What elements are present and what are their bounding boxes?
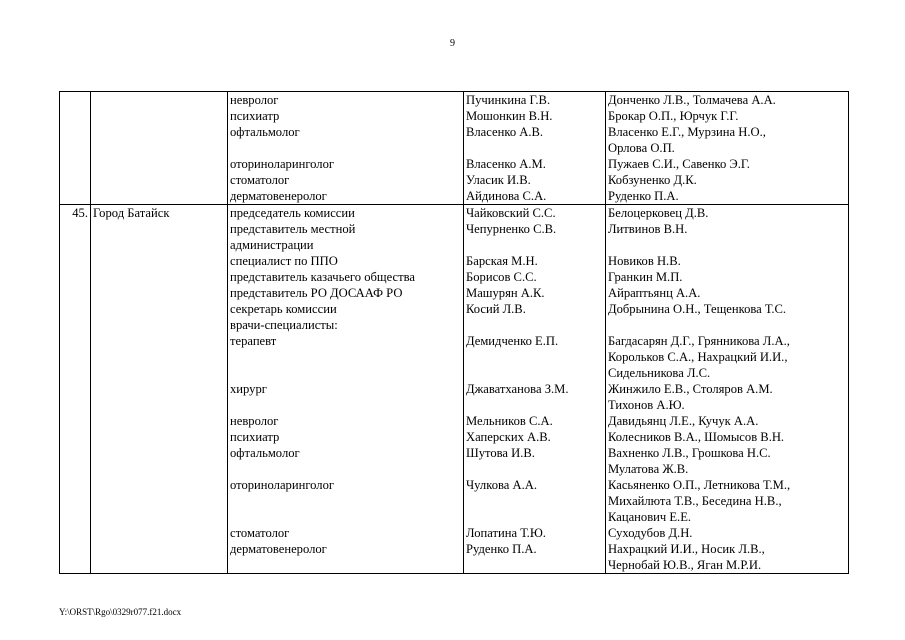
role-cell bbox=[228, 349, 464, 365]
member-cell: Чепурненко С.В. bbox=[464, 221, 606, 237]
city-cell bbox=[91, 108, 228, 124]
role-cell: психиатр bbox=[228, 429, 464, 445]
member-cell bbox=[464, 557, 606, 574]
table-row bbox=[60, 445, 849, 461]
member-cell: Шутова И.В. bbox=[464, 445, 606, 461]
role-cell: председатель комиссии bbox=[228, 205, 464, 222]
member-cell: Борисов С.С. bbox=[464, 269, 606, 285]
city-cell bbox=[91, 557, 228, 574]
table-row bbox=[60, 349, 849, 365]
row-number-cell bbox=[60, 140, 91, 156]
table-row bbox=[60, 413, 849, 429]
table-row bbox=[60, 140, 849, 156]
member-cell bbox=[464, 237, 606, 253]
city-cell bbox=[91, 92, 228, 109]
city-cell bbox=[91, 188, 228, 205]
city-cell bbox=[91, 237, 228, 253]
table-row bbox=[60, 237, 849, 253]
row-number-cell bbox=[60, 477, 91, 493]
table-row bbox=[60, 188, 849, 205]
member-cell: Власенко А.М. bbox=[464, 156, 606, 172]
member-cell: Айдинова С.А. bbox=[464, 188, 606, 205]
substitute-cell: Литвинов В.Н. bbox=[606, 221, 849, 237]
table-row bbox=[60, 429, 849, 445]
city-cell bbox=[91, 301, 228, 317]
role-cell: психиатр bbox=[228, 108, 464, 124]
role-cell bbox=[228, 140, 464, 156]
role-cell: специалист по ППО bbox=[228, 253, 464, 269]
role-cell: невролог bbox=[228, 92, 464, 109]
table-row bbox=[60, 541, 849, 557]
table-row bbox=[60, 269, 849, 285]
member-cell: Джаватханова З.М. bbox=[464, 381, 606, 397]
substitute-cell: Чернобай Ю.В., Яган М.Р.И. bbox=[606, 557, 849, 574]
row-number-cell bbox=[60, 237, 91, 253]
role-cell bbox=[228, 397, 464, 413]
row-number-cell bbox=[60, 301, 91, 317]
member-cell bbox=[464, 317, 606, 333]
city-cell bbox=[91, 349, 228, 365]
row-number-cell bbox=[60, 429, 91, 445]
member-cell: Хаперских А.В. bbox=[464, 429, 606, 445]
member-cell bbox=[464, 493, 606, 509]
substitute-cell: Мулатова Ж.В. bbox=[606, 461, 849, 477]
member-cell: Уласик И.В. bbox=[464, 172, 606, 188]
table-row bbox=[60, 285, 849, 301]
substitute-cell: Брокар О.П., Юрчук Г.Г. bbox=[606, 108, 849, 124]
row-number-cell bbox=[60, 557, 91, 574]
table-row bbox=[60, 221, 849, 237]
substitute-cell: Донченко Л.В., Толмачева А.А. bbox=[606, 92, 849, 109]
file-path-footer: Y:\ORST\Rgo\0329r077.f21.docx bbox=[59, 607, 182, 617]
table-row bbox=[60, 253, 849, 269]
member-cell bbox=[464, 509, 606, 525]
substitute-cell: Жинжило Е.В., Столяров А.М. bbox=[606, 381, 849, 397]
substitute-cell: Нахрацкий И.И., Носик Л.В., bbox=[606, 541, 849, 557]
member-cell: Мошонкин В.Н. bbox=[464, 108, 606, 124]
role-cell: оториноларинголог bbox=[228, 477, 464, 493]
commission-table bbox=[59, 91, 849, 574]
row-number-cell bbox=[60, 285, 91, 301]
row-number-cell bbox=[60, 397, 91, 413]
member-cell: Чулкова А.А. bbox=[464, 477, 606, 493]
role-cell: офтальмолог bbox=[228, 124, 464, 140]
substitute-cell: Багдасарян Д.Г., Грянникова Л.А., bbox=[606, 333, 849, 349]
row-number-cell bbox=[60, 188, 91, 205]
table-row bbox=[60, 92, 849, 109]
substitute-cell: Гранкин М.П. bbox=[606, 269, 849, 285]
substitute-cell bbox=[606, 237, 849, 253]
role-cell: офтальмолог bbox=[228, 445, 464, 461]
substitute-cell: Добрынина О.Н., Тещенкова Т.С. bbox=[606, 301, 849, 317]
table-row bbox=[60, 365, 849, 381]
city-cell bbox=[91, 429, 228, 445]
city-cell bbox=[91, 253, 228, 269]
role-cell bbox=[228, 557, 464, 574]
page-number: 9 bbox=[450, 38, 455, 49]
member-cell bbox=[464, 140, 606, 156]
city-cell bbox=[91, 365, 228, 381]
city-cell bbox=[91, 317, 228, 333]
row-number-cell bbox=[60, 349, 91, 365]
city-cell bbox=[91, 477, 228, 493]
role-cell: администрации bbox=[228, 237, 464, 253]
member-cell bbox=[464, 365, 606, 381]
role-cell bbox=[228, 509, 464, 525]
city-cell bbox=[91, 493, 228, 509]
substitute-cell: Власенко Е.Г., Мурзина Н.О., bbox=[606, 124, 849, 140]
city-cell bbox=[91, 381, 228, 397]
row-number-cell bbox=[60, 413, 91, 429]
substitute-cell: Михайлюта Т.В., Беседина Н.В., bbox=[606, 493, 849, 509]
row-number-cell bbox=[60, 108, 91, 124]
substitute-cell: Колесников В.А., Шомысов В.Н. bbox=[606, 429, 849, 445]
role-cell: представитель РО ДОСААФ РО bbox=[228, 285, 464, 301]
substitute-cell bbox=[606, 317, 849, 333]
table-row bbox=[60, 477, 849, 493]
role-cell: оториноларинголог bbox=[228, 156, 464, 172]
role-cell: дерматовенеролог bbox=[228, 188, 464, 205]
row-number-cell bbox=[60, 541, 91, 557]
row-number-cell bbox=[60, 317, 91, 333]
role-cell: дерматовенеролог bbox=[228, 541, 464, 557]
role-cell: стоматолог bbox=[228, 525, 464, 541]
substitute-cell: Сидельникова Л.С. bbox=[606, 365, 849, 381]
city-cell bbox=[91, 541, 228, 557]
role-cell: секретарь комиссии bbox=[228, 301, 464, 317]
table-row bbox=[60, 461, 849, 477]
member-cell: Лопатина Т.Ю. bbox=[464, 525, 606, 541]
member-cell: Демидченко Е.П. bbox=[464, 333, 606, 349]
table-row bbox=[60, 156, 849, 172]
city-cell bbox=[91, 269, 228, 285]
table-row bbox=[60, 397, 849, 413]
city-cell: Город Батайск bbox=[91, 205, 228, 222]
row-number-cell bbox=[60, 253, 91, 269]
table-row bbox=[60, 557, 849, 574]
substitute-cell: Касьяненко О.П., Летникова Т.М., bbox=[606, 477, 849, 493]
substitute-cell: Вахненко Л.В., Грошкова Н.С. bbox=[606, 445, 849, 461]
row-number-cell bbox=[60, 92, 91, 109]
substitute-cell: Белоцерковец Д.В. bbox=[606, 205, 849, 222]
city-cell bbox=[91, 413, 228, 429]
member-cell: Барская М.Н. bbox=[464, 253, 606, 269]
role-cell: хирург bbox=[228, 381, 464, 397]
table-row bbox=[60, 301, 849, 317]
row-number-cell bbox=[60, 221, 91, 237]
city-cell bbox=[91, 509, 228, 525]
member-cell: Пучинкина Г.В. bbox=[464, 92, 606, 109]
row-number-cell bbox=[60, 461, 91, 477]
role-cell bbox=[228, 365, 464, 381]
row-number-cell bbox=[60, 124, 91, 140]
city-cell bbox=[91, 221, 228, 237]
member-cell: Чайковский С.С. bbox=[464, 205, 606, 222]
role-cell bbox=[228, 493, 464, 509]
row-number-cell bbox=[60, 509, 91, 525]
role-cell: терапевт bbox=[228, 333, 464, 349]
member-cell: Руденко П.А. bbox=[464, 541, 606, 557]
city-cell bbox=[91, 525, 228, 541]
member-cell: Машурян А.К. bbox=[464, 285, 606, 301]
table-row bbox=[60, 124, 849, 140]
substitute-cell: Пужаев С.И., Савенко Э.Г. bbox=[606, 156, 849, 172]
substitute-cell: Новиков Н.В. bbox=[606, 253, 849, 269]
row-number-cell bbox=[60, 365, 91, 381]
city-cell bbox=[91, 445, 228, 461]
substitute-cell: Руденко П.А. bbox=[606, 188, 849, 205]
substitute-cell: Орлова О.П. bbox=[606, 140, 849, 156]
table-row bbox=[60, 108, 849, 124]
city-cell bbox=[91, 156, 228, 172]
row-number-cell bbox=[60, 269, 91, 285]
member-cell bbox=[464, 397, 606, 413]
row-number-cell bbox=[60, 445, 91, 461]
table-row bbox=[60, 381, 849, 397]
member-cell: Власенко А.В. bbox=[464, 124, 606, 140]
table-row bbox=[60, 172, 849, 188]
substitute-cell: Тихонов А.Ю. bbox=[606, 397, 849, 413]
row-number-cell bbox=[60, 525, 91, 541]
role-cell: представитель казачьего общества bbox=[228, 269, 464, 285]
substitute-cell: Кацанович Е.Е. bbox=[606, 509, 849, 525]
member-cell: Косий Л.В. bbox=[464, 301, 606, 317]
table-row bbox=[60, 333, 849, 349]
member-cell: Мельников С.А. bbox=[464, 413, 606, 429]
row-number-cell bbox=[60, 381, 91, 397]
role-cell: невролог bbox=[228, 413, 464, 429]
table-row bbox=[60, 525, 849, 541]
member-cell bbox=[464, 461, 606, 477]
row-number-cell: 45. bbox=[60, 205, 91, 222]
city-cell bbox=[91, 285, 228, 301]
city-cell bbox=[91, 333, 228, 349]
row-number-cell bbox=[60, 333, 91, 349]
substitute-cell: Суходубов Д.Н. bbox=[606, 525, 849, 541]
role-cell: врачи-специалисты: bbox=[228, 317, 464, 333]
substitute-cell: Корольков С.А., Нахрацкий И.И., bbox=[606, 349, 849, 365]
table-row bbox=[60, 205, 849, 222]
row-number-cell bbox=[60, 156, 91, 172]
city-cell bbox=[91, 172, 228, 188]
substitute-cell: Давидьянц Л.Е., Кучук А.А. bbox=[606, 413, 849, 429]
row-number-cell bbox=[60, 172, 91, 188]
city-cell bbox=[91, 124, 228, 140]
table-row bbox=[60, 317, 849, 333]
substitute-cell: Айраптьянц А.А. bbox=[606, 285, 849, 301]
member-cell bbox=[464, 349, 606, 365]
role-cell bbox=[228, 461, 464, 477]
table-row bbox=[60, 493, 849, 509]
row-number-cell bbox=[60, 493, 91, 509]
role-cell: стоматолог bbox=[228, 172, 464, 188]
city-cell bbox=[91, 397, 228, 413]
role-cell: представитель местной bbox=[228, 221, 464, 237]
substitute-cell: Кобзуненко Д.К. bbox=[606, 172, 849, 188]
city-cell bbox=[91, 461, 228, 477]
table-row bbox=[60, 509, 849, 525]
city-cell bbox=[91, 140, 228, 156]
